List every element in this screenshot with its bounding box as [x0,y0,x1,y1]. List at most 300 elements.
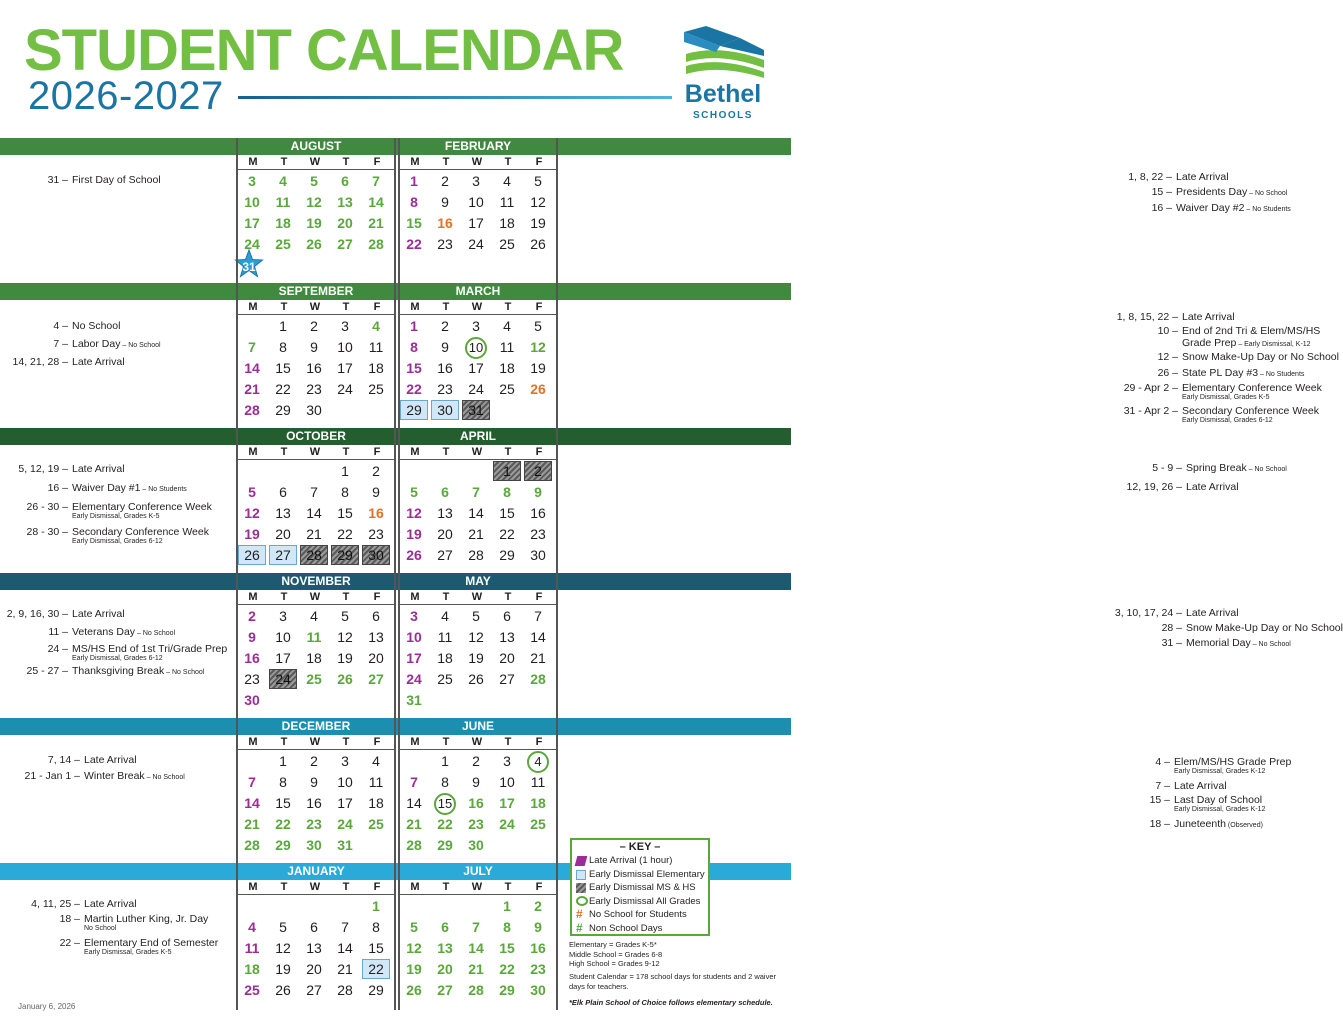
event-date: 26 – [1157,367,1178,379]
day-cell[interactable]: 28 [368,236,384,252]
day-cell[interactable]: 12 [275,940,291,956]
day-cell[interactable]: 1 [441,753,449,769]
event-text [1182,382,1322,402]
day-cell[interactable]: 26 [530,236,546,252]
grade-notes [569,940,662,969]
day-cell[interactable]: 22 [406,381,422,397]
day-cell[interactable]: 13 [437,940,453,956]
day-cell[interactable]: 2 [441,318,449,334]
day-cell[interactable]: 31 [462,400,490,420]
day-cell[interactable]: 20 [337,215,353,231]
day-cell[interactable]: 9 [310,774,318,790]
day-cell[interactable]: 12 [244,505,260,521]
day-cell[interactable]: 22 [337,526,353,542]
day-cell[interactable]: 29 [437,837,453,853]
day-cell[interactable]: 21 [306,526,322,542]
day-cell[interactable]: 25 [437,671,453,687]
day-cell[interactable]: 8 [372,919,380,935]
day-cell[interactable]: 5 [534,173,542,189]
day-cell[interactable]: 26 [468,671,484,687]
day-cell[interactable]: 13 [368,629,384,645]
day-cell[interactable]: 19 [530,215,546,231]
day-cell[interactable]: 16 [468,795,484,811]
day-cell[interactable]: 8 [410,339,418,355]
day-cell[interactable]: 3 [503,753,511,769]
event-text [1176,186,1287,200]
day-cell[interactable]: 22 [437,816,453,832]
day-cell[interactable]: 15 [406,360,422,376]
day-cell[interactable]: 7 [410,774,418,790]
day-cell[interactable]: 30 [431,400,459,420]
day-cell[interactable]: 27 [337,236,353,252]
day-cell[interactable]: 1 [410,318,418,334]
day-cell[interactable]: 27 [306,982,322,998]
day-cell[interactable]: 30 [362,545,390,565]
event-text [72,626,175,640]
day-cell[interactable]: 26 [275,982,291,998]
day-cell[interactable]: 26 [406,982,422,998]
day-cell[interactable]: 27 [368,671,384,687]
day-cell[interactable] [238,255,266,275]
day-cell[interactable]: 28 [244,402,260,418]
day-cell[interactable]: 12 [337,629,353,645]
day-cell[interactable] [462,337,490,357]
weekday-label: M [248,156,258,168]
day-cell[interactable]: 9 [534,919,542,935]
day-cell[interactable]: 21 [244,381,260,397]
day-cell[interactable]: 13 [275,505,291,521]
day-cell[interactable]: 28 [244,837,260,853]
day-cell[interactable]: 25 [368,816,384,832]
day-cell[interactable]: 4 [372,318,380,334]
day-cell[interactable]: 20 [368,650,384,666]
event-text [72,501,212,521]
day-cell[interactable]: 20 [437,526,453,542]
day-cell[interactable]: 12 [530,194,546,210]
day-cell[interactable]: 3 [341,753,349,769]
day-cell[interactable]: 8 [503,919,511,935]
day-cell[interactable]: 12 [530,339,546,355]
day-cell[interactable]: 27 [499,671,515,687]
day-cell[interactable]: 26 [530,381,546,397]
day-cell[interactable]: 23 [437,236,453,252]
day-cell[interactable]: 17 [468,215,484,231]
day-cell[interactable]: 24 [337,816,353,832]
day-cell[interactable]: 8 [341,484,349,500]
day-cell[interactable]: 12 [468,629,484,645]
day-cell[interactable]: 30 [468,837,484,853]
weekday-label: T [280,881,288,893]
day-cell[interactable]: 3 [472,173,480,189]
day-cell[interactable]: 18 [499,215,515,231]
day-cell[interactable]: 16 [306,795,322,811]
day-cell[interactable]: 29 [400,400,428,420]
day-cell[interactable]: 17 [275,650,291,666]
day-cell[interactable]: 21 [468,526,484,542]
day-cell[interactable]: 2 [524,461,552,481]
day-cell[interactable]: 10 [468,194,484,210]
day-cell[interactable]: 9 [310,339,318,355]
day-cell[interactable]: 18 [244,961,260,977]
day-cell[interactable]: 1 [279,753,287,769]
day-cell[interactable]: 2 [441,173,449,189]
day-cell[interactable]: 7 [310,484,318,500]
day-cell[interactable]: 19 [406,526,422,542]
day-cell[interactable]: 15 [499,505,515,521]
day-cell[interactable]: 14 [306,505,322,521]
day-cell[interactable]: 4 [248,919,256,935]
day-cell[interactable]: 1 [410,173,418,189]
weekday-label: F [535,156,543,168]
day-cell[interactable]: 1 [372,898,380,914]
event-title: Memorial Day [1186,637,1251,649]
day-cell[interactable]: 19 [275,961,291,977]
day-cell[interactable]: 6 [441,484,449,500]
day-cell[interactable]: 15 [368,940,384,956]
day-cell[interactable]: 9 [248,629,256,645]
day-cell[interactable]: 20 [306,961,322,977]
calendar-title: STUDENT CALENDAR [24,18,624,83]
day-cell[interactable]: 21 [468,961,484,977]
day-cell[interactable]: 22 [499,526,515,542]
day-cell[interactable]: 8 [441,774,449,790]
day-cell[interactable]: 25 [499,381,515,397]
day-cell[interactable]: 18 [530,795,546,811]
day-cell[interactable]: 23 [530,526,546,542]
day-cell[interactable]: 16 [244,650,260,666]
day-cell[interactable]: 19 [306,215,322,231]
event-title: Late Arrival [1186,481,1239,493]
day-cell[interactable]: 15 [406,215,422,231]
day-cell[interactable]: 7 [372,173,380,189]
day-cell[interactable]: 15 [337,505,353,521]
day-cell[interactable]: 18 [368,795,384,811]
key-item-early-all [572,895,708,909]
day-cell[interactable]: 3 [410,608,418,624]
day-cell[interactable]: 8 [503,484,511,500]
day-cell[interactable]: 22 [275,381,291,397]
day-cell[interactable]: 27 [437,547,453,563]
day-cell[interactable]: 23 [306,381,322,397]
day-cell[interactable]: 2 [534,898,542,914]
day-cell[interactable]: 9 [534,484,542,500]
day-cell[interactable]: 28 [337,982,353,998]
day-cell[interactable]: 25 [499,236,515,252]
day-cell[interactable]: 3 [472,318,480,334]
day-cell[interactable]: 22 [275,816,291,832]
weekday-header [238,590,394,604]
day-cell[interactable]: 26 [306,236,322,252]
day-cell[interactable]: 9 [472,774,480,790]
day-cell[interactable]: 27 [269,545,297,565]
day-cell[interactable]: 24 [269,669,297,689]
day-cell[interactable]: 5 [534,318,542,334]
day-cell[interactable]: 2 [248,608,256,624]
star-icon [234,249,264,279]
day-cell[interactable]: 6 [279,484,287,500]
day-cell[interactable]: 9 [441,339,449,355]
note-line: days for teachers. [569,981,629,991]
day-cell[interactable]: 3 [248,173,256,189]
day-cell[interactable]: 24 [406,671,422,687]
day-cell[interactable]: 16 [437,360,453,376]
day-cell[interactable]: 23 [244,671,260,687]
day-cell[interactable]: 9 [441,194,449,210]
day-cell[interactable]: 3 [341,318,349,334]
event-text [1186,481,1239,493]
day-cell[interactable]: 7 [472,919,480,935]
day-cell[interactable]: 10 [406,629,422,645]
day-cell[interactable]: 16 [530,940,546,956]
day-cell[interactable]: 16 [530,505,546,521]
day-cell[interactable] [524,751,552,771]
weekday-label: T [342,156,350,168]
event-subtext: Early Dismissal, Grades K-5 [84,949,172,956]
weekday-label: W [471,446,483,458]
day-cell[interactable]: 16 [368,505,384,521]
event-date: 28 - 30 – [26,526,68,538]
day-cell[interactable]: 13 [437,505,453,521]
day-cell[interactable]: 24 [244,236,260,252]
day-cell[interactable]: 17 [499,795,515,811]
day-cell[interactable]: 28 [468,547,484,563]
day-cell[interactable]: 7 [534,608,542,624]
day-cell[interactable]: 1 [279,318,287,334]
day-cell[interactable]: 21 [244,816,260,832]
day-cell[interactable]: 11 [275,194,291,210]
day-cell[interactable]: 13 [499,629,515,645]
day-cell[interactable]: 29 [499,982,515,998]
day-cell[interactable]: 26 [406,547,422,563]
day-cell[interactable]: 19 [530,360,546,376]
day-cell[interactable]: 1 [341,463,349,479]
day-cell[interactable]: 5 [248,484,256,500]
day-cell[interactable]: 16 [306,360,322,376]
day-cell[interactable]: 2 [310,318,318,334]
event-date: 15 – [1151,186,1172,198]
day-cell[interactable]: 30 [306,837,322,853]
day-cell[interactable]: 19 [337,650,353,666]
day-cell[interactable]: 11 [499,194,515,210]
event-note: – No School [135,630,176,637]
day-cell[interactable]: 30 [244,692,260,708]
day-cell[interactable]: 3 [279,608,287,624]
day-cell[interactable]: 20 [499,650,515,666]
weekday-rule [238,894,394,895]
day-cell[interactable]: 22 [499,961,515,977]
weekday-label: T [280,736,288,748]
day-cell[interactable]: 11 [437,629,453,645]
day-cell[interactable]: 24 [468,381,484,397]
day-cell[interactable]: 12 [306,194,322,210]
day-cell[interactable]: 6 [341,173,349,189]
day-cell[interactable]: 5 [410,919,418,935]
day-cell[interactable]: 23 [468,816,484,832]
day-cell[interactable]: 28 [406,837,422,853]
event-title: Grade Prep [1182,337,1237,349]
day-cell[interactable]: 1 [503,898,511,914]
day-cell[interactable]: 5 [472,608,480,624]
day-cell[interactable]: 26 [238,545,266,565]
day-cell[interactable]: 18 [275,215,291,231]
weekday-label: T [342,301,350,313]
day-cell[interactable]: 11 [530,774,546,790]
weekday-label: T [342,881,350,893]
day-cell[interactable]: 17 [406,650,422,666]
day-cell[interactable]: 22 [406,236,422,252]
day-cell[interactable]: 14 [468,940,484,956]
day-cell[interactable]: 10 [275,629,291,645]
day-cell[interactable]: 15 [275,795,291,811]
day-cell[interactable]: 15 [275,360,291,376]
day-cell[interactable]: 14 [530,629,546,645]
day-cell[interactable]: 28 [530,671,546,687]
day-cell[interactable]: 18 [499,360,515,376]
day-cell[interactable]: 21 [337,961,353,977]
day-cell[interactable]: 30 [306,402,322,418]
day-cell[interactable]: 25 [530,816,546,832]
bethel-logo [678,24,768,124]
day-cell[interactable]: 29 [275,402,291,418]
event-date: 5, 12, 19 – [18,463,68,475]
event-note: – No School [1246,466,1287,473]
day-cell[interactable]: 21 [406,816,422,832]
green-hash-icon: # [576,920,583,935]
event-title: Last Day of School [1174,794,1263,806]
day-cell[interactable]: 29 [331,545,359,565]
day-cell[interactable]: 19 [406,961,422,977]
day-cell[interactable]: 28 [468,982,484,998]
day-cell[interactable]: 13 [306,940,322,956]
day-cell[interactable]: 5 [410,484,418,500]
day-cell[interactable]: 17 [468,360,484,376]
day-cell[interactable]: 10 [499,774,515,790]
day-cell[interactable]: 9 [372,484,380,500]
day-cell[interactable]: 2 [372,463,380,479]
day-cell[interactable]: 5 [310,173,318,189]
day-cell[interactable]: 19 [244,526,260,542]
day-cell[interactable]: 6 [503,608,511,624]
day-cell[interactable]: 17 [337,795,353,811]
day-cell[interactable]: 27 [437,982,453,998]
day-cell[interactable]: 2 [310,753,318,769]
day-cell[interactable]: 18 [306,650,322,666]
day-cell[interactable]: 15 [499,940,515,956]
day-cell[interactable]: 17 [244,215,260,231]
day-cell[interactable]: 24 [468,236,484,252]
weekday-label: M [248,881,258,893]
day-cell[interactable]: 4 [503,318,511,334]
day-cell[interactable]: 25 [244,982,260,998]
day-cell[interactable]: 14 [368,194,384,210]
day-cell[interactable]: 8 [279,774,287,790]
day-cell[interactable]: 21 [530,650,546,666]
day-cell[interactable]: 14 [406,795,422,811]
day-cell[interactable]: 6 [372,608,380,624]
day-cell[interactable]: 7 [341,919,349,935]
day-cell[interactable]: 23 [306,816,322,832]
day-cell[interactable]: 23 [530,961,546,977]
day-cell[interactable]: 16 [437,215,453,231]
day-cell[interactable]: 29 [499,547,515,563]
day-cell[interactable]: 10 [337,774,353,790]
day-cell[interactable]: 14 [337,940,353,956]
weekday-label: M [248,591,258,603]
day-cell[interactable]: 30 [530,982,546,998]
day-cell[interactable]: 7 [248,774,256,790]
day-cell[interactable]: 31 [406,692,422,708]
event-title: Martin Luther King, Jr. Day [84,913,209,925]
day-cell[interactable]: 11 [306,629,322,645]
day-cell[interactable]: 23 [437,381,453,397]
day-cell[interactable]: 13 [337,194,353,210]
event-date: 24 – [47,643,68,655]
day-cell[interactable]: 6 [310,919,318,935]
day-cell[interactable]: 10 [337,339,353,355]
day-cell[interactable]: 11 [499,339,515,355]
day-cell[interactable]: 7 [472,484,480,500]
day-cell[interactable]: 28 [300,545,328,565]
day-cell[interactable]: 31 [337,837,353,853]
day-cell[interactable]: 8 [410,194,418,210]
day-cell[interactable]: 25 [306,671,322,687]
day-cell[interactable]: 11 [244,940,260,956]
day-cell[interactable] [431,793,459,813]
day-cell[interactable]: 26 [337,671,353,687]
day-cell[interactable]: 18 [368,360,384,376]
day-cell[interactable]: 11 [368,774,384,790]
day-cell[interactable]: 6 [441,919,449,935]
day-cell[interactable]: 1 [493,461,521,481]
day-cell[interactable]: 5 [279,919,287,935]
event-text [72,643,227,663]
day-cell[interactable]: 5 [341,608,349,624]
day-cell[interactable]: 4 [310,608,318,624]
day-cell[interactable]: 11 [368,339,384,355]
day-cell[interactable]: 19 [468,650,484,666]
day-cell[interactable]: 29 [368,982,384,998]
day-cell[interactable]: 21 [368,215,384,231]
day-cell[interactable]: 4 [372,753,380,769]
day-cell[interactable]: 20 [275,526,291,542]
day-cell[interactable]: 2 [472,753,480,769]
day-cell[interactable]: 24 [499,816,515,832]
day-cell[interactable]: 7 [248,339,256,355]
day-cell[interactable]: 25 [368,381,384,397]
day-cell[interactable]: 18 [437,650,453,666]
day-cell[interactable]: 4 [503,173,511,189]
day-cell[interactable]: 12 [406,505,422,521]
day-cell[interactable]: 24 [337,381,353,397]
day-cell[interactable]: 20 [437,961,453,977]
day-cell[interactable]: 29 [275,837,291,853]
weekday-header [400,300,556,314]
day-cell[interactable]: 23 [368,526,384,542]
day-cell[interactable]: 10 [244,194,260,210]
day-cell[interactable]: 12 [406,940,422,956]
day-cell[interactable]: 14 [244,795,260,811]
day-cell[interactable]: 14 [468,505,484,521]
event-title: First Day of School [72,174,161,186]
day-cell[interactable]: 4 [279,173,287,189]
day-cell[interactable]: 14 [244,360,260,376]
day-cell[interactable]: 17 [337,360,353,376]
day-cell[interactable]: 8 [279,339,287,355]
day-cell[interactable]: 30 [530,547,546,563]
day-cell[interactable]: 22 [362,959,390,979]
day-cell[interactable]: 25 [275,236,291,252]
day-cell[interactable]: 4 [441,608,449,624]
